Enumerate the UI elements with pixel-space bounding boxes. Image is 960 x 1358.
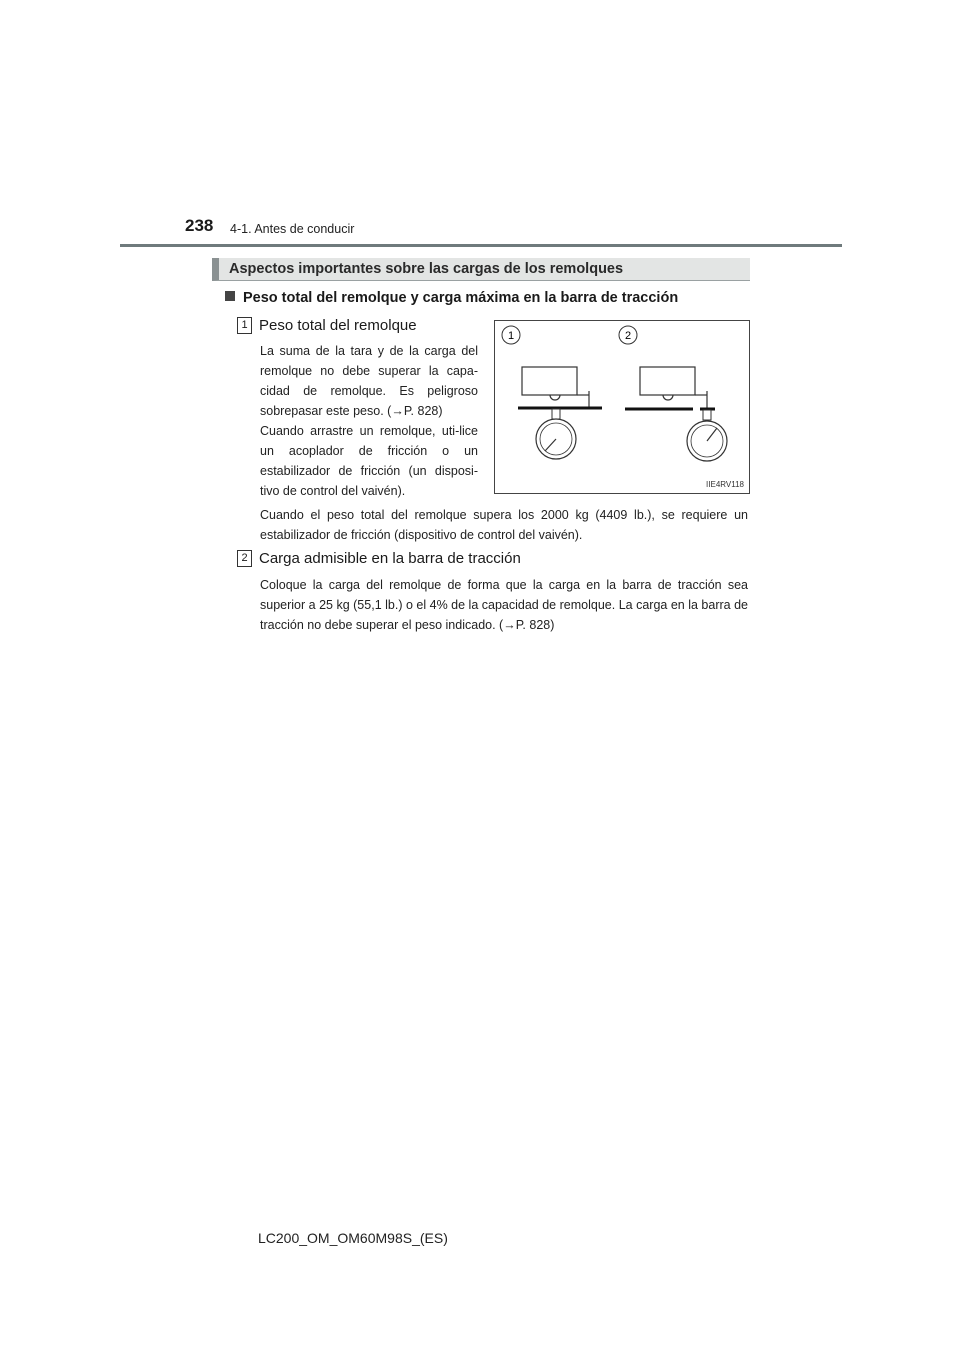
- page-number: 238: [185, 216, 214, 235]
- item-1-paragraph-3: Cuando el peso total del remolque supera los 2000 kg (4409 lb.), se requiere un estabilizador de fricción (dispositivo de control del vaivén).: [260, 508, 748, 542]
- square-bullet-icon: [225, 291, 235, 301]
- tongue-on-scale-diagram: [625, 367, 727, 461]
- item-2-paragraph-1: Coloque la carga del remolque de forma que la carga en la barra de tracción sea superior a 25 kg (55,1 lb.) o el 4% de la capacidad de remolque. La carga en la barra de tracción no debe superar el peso indicado. (→P. 828): [260, 578, 748, 632]
- section-title-bar: [212, 258, 750, 281]
- trailer-load-figure: [494, 320, 750, 494]
- svg-text:2: 2: [624, 330, 632, 342]
- header-rule: [120, 244, 842, 247]
- item-number-badge-2: 2: [237, 550, 252, 567]
- subheading: [225, 290, 678, 306]
- figure-label-1: [502, 326, 520, 344]
- trailer-on-scale-diagram: [518, 367, 602, 459]
- subheading-text: Peso total del remolque y carga máxima en la barra de tracción: [243, 290, 679, 306]
- item-1-paragraph-1: La suma de la tara y de la carga del remolque no debe superar la capa-cidad de remolque. Es peligroso sobrepasar este peso. (→P. 828): [260, 344, 478, 418]
- item-number-badge-1: 1: [237, 317, 252, 334]
- svg-text:1: 1: [507, 330, 515, 342]
- item-1-paragraph-2: Cuando arrastre un remolque, uti-lice un acoplador de fricción o un estabilizador de fricción (un disposi-tivo de control del vaivén).: [260, 424, 478, 498]
- figure-label-2: [619, 326, 637, 344]
- document-code: LC200_OM_OM60M98S_(ES): [258, 1230, 448, 1246]
- trailer-scale-diagram: [495, 321, 749, 493]
- item-title-2: Carga admisible en la barra de tracción: [259, 550, 521, 567]
- item-title-1: Peso total del remolque: [259, 317, 417, 334]
- figure-code: IIE4RV118: [706, 480, 744, 489]
- section-title: Aspectos importantes sobre las cargas de los remolques: [229, 261, 624, 277]
- chapter-label: 4-1. Antes de conducir: [230, 222, 355, 236]
